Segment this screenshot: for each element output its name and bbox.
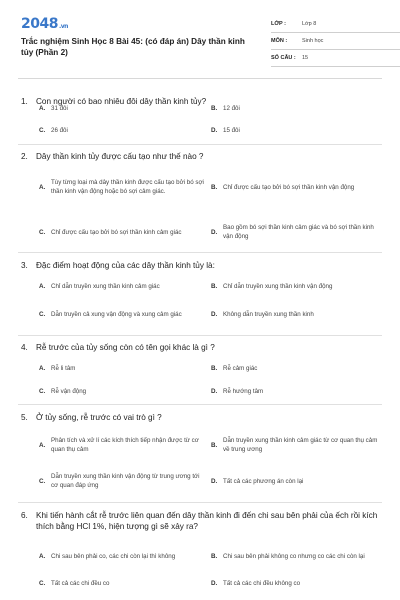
option-text: Chỉ được cấu tạo bởi bó sợi thần kinh cảm giác (51, 228, 182, 236)
question-6 (18, 510, 382, 532)
option-d[interactable] (211, 476, 379, 488)
header-divider (18, 78, 382, 79)
option-c[interactable] (39, 578, 207, 590)
option-text: Tất cả các chi đều không co (223, 579, 301, 587)
option-text: Chi sau bên phải không co nhưng co các chi còn lại (223, 552, 365, 560)
option-b[interactable] (211, 103, 371, 115)
option-key: A. (39, 104, 46, 112)
question-number: 6. (21, 511, 28, 520)
question-3 (18, 260, 382, 271)
page-title: Trắc nghiệm Sinh Học 8 Bài 45: (có đáp án) Dây thần kinh tủy (Phần 2) (21, 37, 245, 57)
option-b[interactable] (211, 281, 379, 293)
option-text: Rễ hướng tâm (223, 387, 264, 395)
option-b[interactable] (211, 545, 379, 569)
option-text: Tất cả các phương án còn lại (223, 477, 304, 485)
logo-suffix: .vn (58, 23, 68, 30)
option-text: Không dẫn truyền xung thần kinh (223, 310, 314, 318)
question-number: 4. (21, 343, 28, 352)
option-key: C. (39, 126, 46, 134)
meta-value: Lớp 8 (302, 21, 317, 27)
option-key: C. (39, 310, 46, 318)
option-text: 12 đôi (223, 104, 240, 112)
meta-key: LỚP : (271, 21, 286, 27)
option-c[interactable] (39, 125, 199, 137)
option-c[interactable] (39, 303, 207, 327)
option-key: A. (39, 441, 46, 449)
option-b[interactable] (211, 176, 379, 200)
meta-key: MÔN : (271, 38, 288, 44)
option-key: D. (211, 126, 218, 134)
question-divider (18, 252, 382, 253)
option-text: 31 đôi (51, 104, 68, 112)
question-number: 2. (21, 152, 28, 161)
option-d[interactable] (211, 221, 379, 245)
option-key: D. (211, 310, 218, 318)
option-a[interactable] (39, 103, 199, 115)
option-key: D. (211, 228, 218, 236)
option-key: C. (39, 387, 46, 395)
option-key: B. (211, 104, 218, 112)
meta-value: Sinh học (302, 38, 324, 44)
option-key: D. (211, 579, 218, 587)
option-key: B. (211, 183, 218, 191)
option-key: B. (211, 552, 218, 560)
meta-table (271, 16, 400, 67)
question-number: 3. (21, 261, 28, 270)
option-text: Bao gồm bó sợi thần kinh cảm giác và bó sợi thần kinh vận động (223, 224, 374, 240)
header (18, 12, 382, 78)
option-key: A. (39, 364, 46, 372)
question-divider (18, 335, 382, 336)
option-a[interactable] (39, 170, 207, 206)
option-text: 26 đôi (51, 126, 68, 134)
option-c[interactable] (39, 386, 207, 398)
question-4 (18, 342, 382, 353)
option-text: Dẫn truyền xung thần kinh vận động từ trung ương tới cơ quan đáp ứng (51, 473, 200, 489)
option-key: B. (211, 441, 218, 449)
option-key: A. (39, 552, 46, 560)
option-key: B. (211, 282, 218, 290)
option-a[interactable] (39, 545, 207, 569)
question-2 (18, 151, 382, 162)
option-text: Chỉ dẫn truyền xung thần kinh vận động (223, 282, 333, 290)
question-divider (18, 502, 382, 503)
meta-row-count (271, 50, 400, 67)
option-key: C. (39, 477, 46, 485)
option-key: A. (39, 183, 46, 191)
logo-text: 2048 (21, 16, 58, 32)
option-text: Chi sau bên phải co, các chi còn lại thì không (51, 552, 176, 560)
question-number: 1. (21, 97, 28, 106)
meta-value: 15 (302, 55, 309, 61)
option-c[interactable] (39, 470, 207, 494)
question-text: Khi tiến hành cắt rễ trước liên quan đến dây thần kinh đi đến chi sau bên phải của ếch rồi kích thích bằng HCl 1%, hiện tượng gì sẽ xảy ra? (36, 511, 378, 531)
option-text: Rễ vận động (51, 387, 87, 395)
option-key: B. (211, 364, 218, 372)
option-key: D. (211, 477, 218, 485)
question-text: Rễ trước của tủy sống còn có tên gọi khác là gì ? (36, 343, 215, 352)
option-a[interactable] (39, 434, 207, 458)
option-text: Rễ cảm giác (223, 364, 258, 372)
option-key: C. (39, 579, 46, 587)
question-text: Đặc điểm hoạt động của các dây thần kinh tủy là: (36, 261, 215, 270)
option-key: D. (211, 387, 218, 395)
option-d[interactable] (211, 386, 379, 398)
option-text: 15 đôi (223, 126, 240, 134)
meta-row-class (271, 16, 400, 33)
option-text: Dẫn truyền cả xung vận động và xung cảm giác (51, 310, 182, 318)
option-text: Tất cả các chi đều co (51, 579, 110, 587)
option-key: C. (39, 228, 46, 236)
question-5 (18, 412, 382, 423)
question-text: Dây thần kinh tủy được cấu tạo như thế nào ? (36, 152, 204, 161)
site-logo[interactable] (21, 16, 68, 32)
option-text: Phân tích và xử lí các kích thích tiếp nhận được từ cơ quan thụ cảm (51, 437, 199, 453)
question-number: 5. (21, 413, 28, 422)
option-text: Rễ li tâm (51, 364, 76, 372)
option-d[interactable] (211, 309, 379, 321)
question-text: Con người có bao nhiêu đôi dây thần kinh tủy? (36, 97, 207, 106)
option-text: Dẫn truyền xung thần kinh cảm giác từ cơ quan thụ cảm về trung ương (223, 437, 378, 453)
option-text: Tùy từng loại mà dây thần kinh được cấu tạo bởi bó sợi thần kinh vận động hoặc bó sợi cảm giác. (51, 179, 204, 195)
option-d[interactable] (211, 125, 371, 137)
option-a[interactable] (39, 363, 207, 375)
option-c[interactable] (39, 221, 207, 245)
option-key: A. (39, 282, 46, 290)
question-divider (18, 144, 382, 145)
option-d[interactable] (211, 578, 379, 590)
option-text: Chỉ dẫn truyền xung thần kinh cảm giác (51, 282, 160, 290)
option-b[interactable] (211, 434, 379, 458)
option-text: Chỉ được cấu tạo bởi bó sợi thần kinh vận động (223, 183, 355, 191)
meta-row-subject (271, 33, 400, 50)
question-divider (18, 404, 382, 405)
question-text: Ở tủy sống, rễ trước có vai trò gì ? (36, 413, 162, 422)
option-a[interactable] (39, 281, 207, 293)
option-b[interactable] (211, 363, 379, 375)
meta-key: SỐ CÂU : (271, 55, 296, 61)
